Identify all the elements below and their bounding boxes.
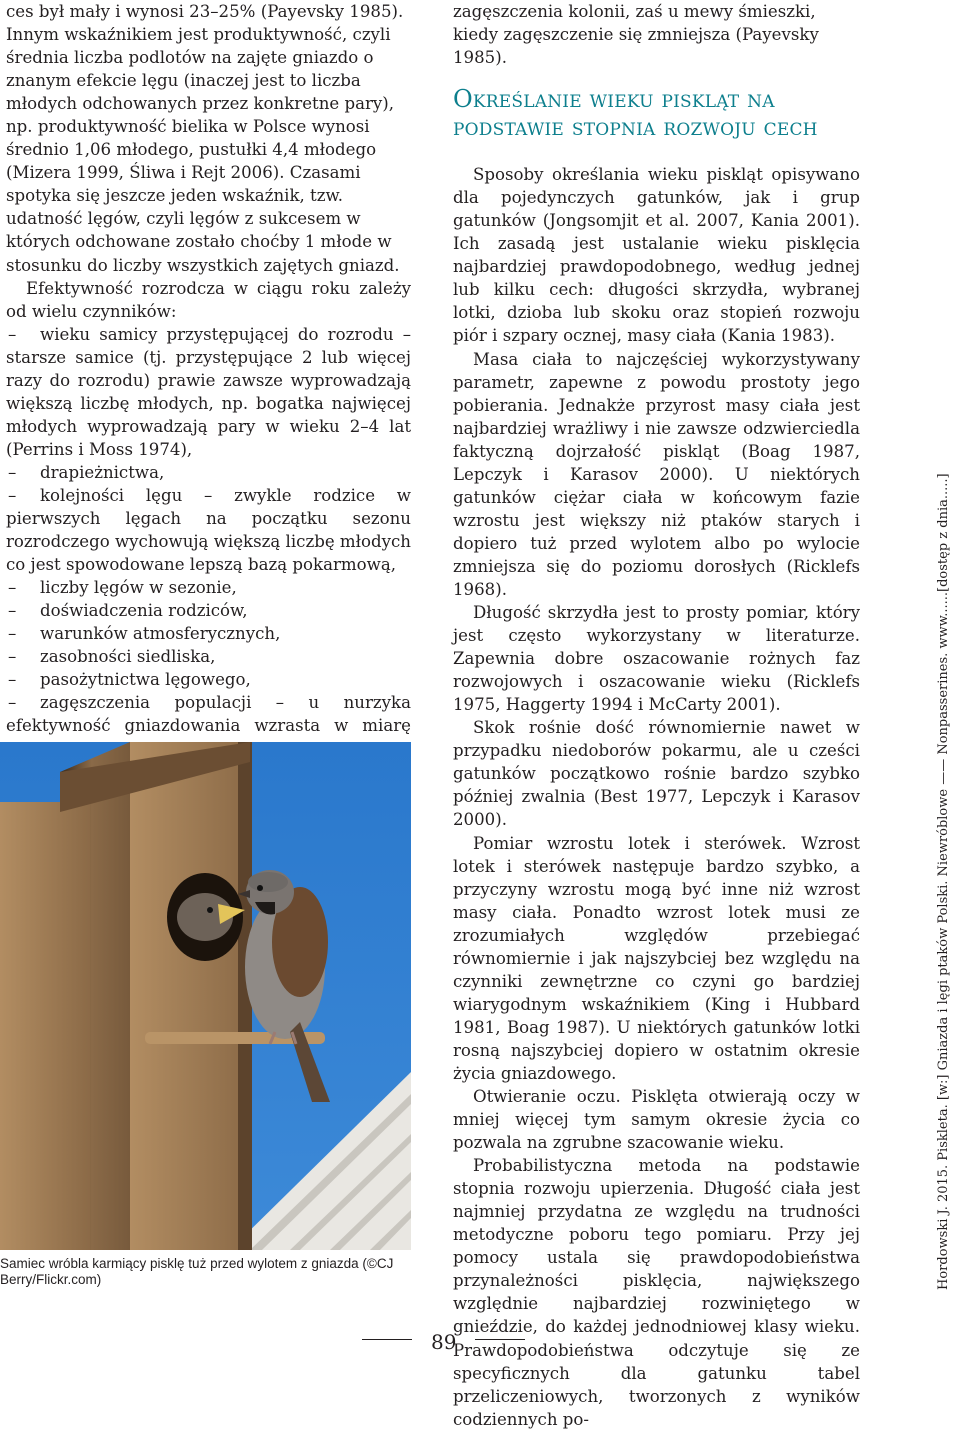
paragraph-productivity: ces był mały i wynosi 23–25% (Payevsky 1985). Innym wskaźnikiem jest produktywność, czyli średnia liczba podlotów na zajęte gniazdo o znanym efekcie lęgu (inaczej jest to liczba młodych odchowanych przez konkretne pary), np. produktywność bielika w Polsce wynosi średnio 1,06 młodego, pustułki 4,4 młodego (Mizera 1999, Śliwa i Rejt 2006). Czasami spotyka się jeszcze jeden wskaźnik, tzw. udatność lęgów, czyli lęgów z sukcesem w których odchowane zostało choćby 1 młode w stosunku do liczby wszystkich zajętych gniazd. [6, 2, 404, 275]
footer-rule-right [475, 1339, 525, 1340]
list-item-habitat: – zasobności siedliska, [8, 647, 216, 667]
paragraph-wing-length: Długość skrzydła jest to prosty pomiar, który jest często wykorzystany w literaturze. Zapewnia dobre oszacowanie rożnych faz rozwojowych i oszacowanie wieku (Ricklefs 1975, Haggerty 1994 i McCarty 2001). [453, 603, 860, 715]
paragraph-eye-opening: Otwieranie oczu. Pisklęta otwierają oczy w mniej więcej tym samym okresie życia co pozwala na zgrubne szacowanie wieku. [453, 1087, 860, 1153]
paragraph-probabilistic-method: Probabilistyczna metoda na podstawie stopnia rozwoju upierzenia. Długość ciała jest najmniej przydatna ze względu na trudności metodyczne poboru tego pomiaru. Przy jej pomocy ustala się prawdopodobieństwa przynależności pisklęcia, największego względnie najbardziej rozwiniętego w gnieździe, do każdej jednodniowej klasy wieku. Prawdopodobieństwa odczytuje się ze specyficznych dla gatunku tabel przeliczeniowych, tworzonych z wyników codziennych po- [453, 1156, 860, 1429]
paragraph-methods: Sposoby określania wieku piskląt opisywano dla pojedynczych gatunków, jak i grup gatunków (Jongsomjit et al. 2007, Kania 2001). Ich zasadą jest ustalanie wieku pisklęcia najbardziej prawdopodobnego, według jednej lub kilku cech: długości skrzydła, wybranej lotki, dzioba lub skoku oraz stopień rozwoju piór i szpary ocznej, masy ciała (Kania 1983). [453, 165, 860, 346]
footer-rule-left [362, 1339, 412, 1340]
right-column [453, 0, 860, 1431]
sparrow-photo [0, 742, 411, 1250]
left-column [6, 0, 411, 761]
paragraph-efficiency-intro: Efektywność rozrodcza w ciągu roku zależy od wielu czynników: [6, 278, 411, 321]
paragraph-tarsus: Skok rośnie dość równomiernie nawet w przypadku niedoborów pokarmu, ale u cześci gatunków początkowo rośnie bardzo szybko później zwalnia (Best 1977, Lepczyk i Karasov 2000). [453, 718, 860, 830]
paragraph-feather-growth: Pomiar wzrostu lotek i sterówek. Wzrost lotek i sterówek następuje bardzo szybko, a przyczyny wzrostu mogą być inne niż wzrost masy ciała. Ponadto wzrost lotek musi ze zrozumiałych względów przebiegać równomiernie i jak najszybciej bez względu na czynniki zewnętrzne co czyni go bardziej wiarygodnym wskaźnikiem (King i Hubbard 1981, Boag 1987). U niektórych gatunków lotki rosną najszybciej dopiero w ostatnim okresie życia gniazdowego. [453, 833, 860, 1083]
page-number: 89 [431, 1330, 457, 1354]
list-item-brood-order: – kolejności lęgu – zwykle rodzice w pierwszych lęgach na początku sezonu rozrodczego wychowują większą liczbę młodych co jest spowodowane lepszą bazą pokarmową, [6, 485, 411, 575]
list-item-predation: – drapieżnictwa, [8, 462, 165, 482]
sidebar-citation: Hordowski J. 2015. Piskleta. [w:] Gniazda i lęgi ptaków Polski. Niewróblowe —— Nonpasserines. www......[dostęp z dnia.....] [936, 473, 951, 1290]
list-item-brood-parasitism: – pasożytnictwa lęgowego, [8, 670, 251, 690]
list-item-weather: – warunków atmosferycznych, [8, 624, 281, 644]
list-item-brood-count: – liczby lęgów w sezonie, [8, 578, 237, 598]
list-item-female-age: – wieku samicy przystępującej do rozrodu – starsze samice (tj. przystępujące 2 lub więcej razy do rozrodu) prawie zawsze wyprowadzają większą liczbę młodych, np. bogatka najwięcej młodych wyprowadzają pary w wieku 2–4 lat (Perrins i Moss 1974), [6, 324, 411, 459]
section-heading: Określanie wieku piskląt na podstawie stopnia rozwoju cech [453, 85, 818, 142]
list-item-density: – zagęszczenia populacji – u nurzyka efektywność gniazdowania wzrasta w miarę [6, 693, 411, 736]
paragraph-colony-density: zagęszczenia kolonii, zaś u mewy śmieszki, kiedy zagęszczenie się zmniejsza (Payevsky 1985). [453, 2, 819, 68]
photo-caption: Samiec wróbla karmiący pisklę tuż przed wylotem z gniazda (©CJ Berry/Flickr.com) [0, 1256, 394, 1287]
paragraph-body-mass: Masa ciała to najczęściej wykorzystywany parametr, zapewne z powodu prostoty jego pobierania. Jednakże przyrost masy ciała jest najbardziej wrażliwy i nie zawsze odzwierciedla faktyczną dojrzałość piskląt (Boag 1987, Lepczyk i Karasov 2000). U niektórych gatunków ciężar ciała w końcowym fazie wzrostu jest większy niż ptaków starych i dopiero tuż przed wylotem albo po wylocie zmniejsza się do poziomu dorosłych (Ricklefs 1968). [453, 349, 860, 599]
list-item-parent-experience: – doświadczenia rodziców, [8, 601, 248, 621]
